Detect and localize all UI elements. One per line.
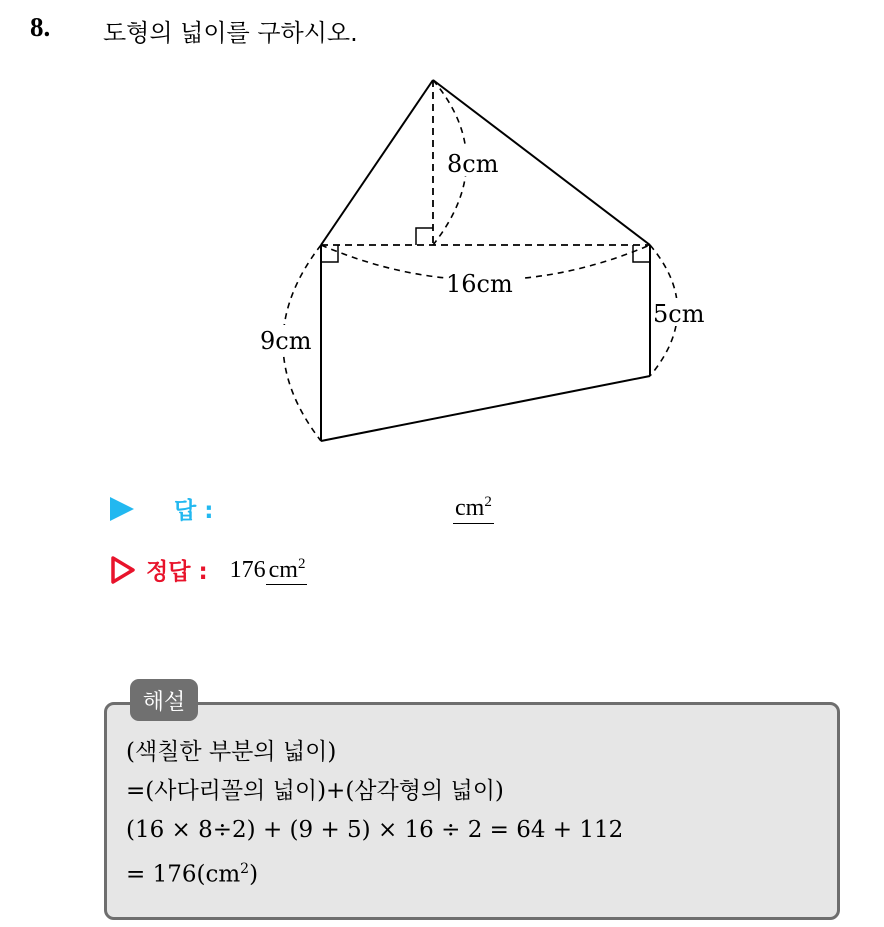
question-text: 도형의 넓이를 구하시오. (103, 19, 358, 47)
play-marker-icon (110, 497, 134, 521)
solution-text (126, 733, 623, 895)
figure-outline (321, 80, 650, 441)
label-left-side: 9cm (260, 327, 312, 355)
correct-answer-unit-exponent: 2 (297, 555, 306, 572)
correct-answer-value (230, 556, 308, 584)
answer-unit-exponent: 2 (484, 494, 492, 510)
solution-line-4 (126, 850, 623, 895)
solution-line-4-prefix: = 176(cm (126, 861, 241, 888)
correct-answer-unit: cm (268, 556, 298, 583)
dimension-arcs (283, 80, 678, 441)
question-number: 8. (30, 12, 51, 42)
answer-blank[interactable] (453, 494, 494, 524)
solution-tag: 해설 (130, 679, 198, 721)
correct-answer-unit-group (266, 557, 308, 585)
answer-row (110, 492, 213, 525)
solution-line-4-suffix: ) (249, 861, 259, 888)
solution-line-3: (16 × 8÷2) + (9 + 5) × 16 ÷ 2 = 64 + 112 (126, 817, 624, 843)
solution-line-1: (색칠한 부분의 넓이) (126, 739, 337, 765)
solution-line-2: =(사다리꼴의 넓이)+(삼각형의 넓이) (126, 778, 504, 804)
answer-label: 답 : (174, 498, 214, 524)
label-base: 16cm (446, 270, 513, 298)
label-height: 8cm (447, 150, 499, 178)
correct-answer-number: 176 (229, 556, 266, 583)
label-right-side: 5cm (653, 300, 705, 328)
solution-line-4-exponent: 2 (240, 861, 250, 877)
outline-play-marker-icon (110, 555, 136, 585)
correct-answer-label: 정답 : (146, 559, 208, 585)
correct-answer-row (110, 553, 307, 586)
answer-unit: cm (455, 495, 485, 521)
